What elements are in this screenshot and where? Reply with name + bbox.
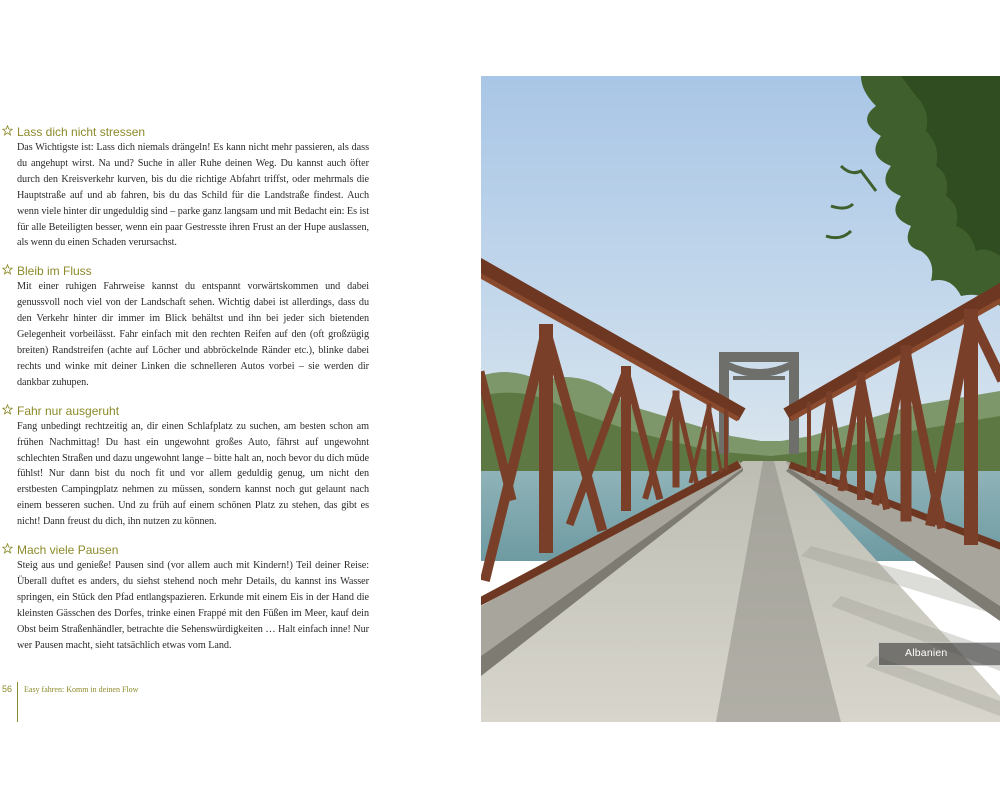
- section-heading: [17, 403, 369, 419]
- page-footer: [0, 682, 200, 722]
- section-heading-text: Mach viele Pausen: [17, 543, 119, 558]
- section-paragraph: Mit einer ruhigen Fahrweise kannst du entspannt vorwärtskommen und dabei genussvoll noch viel von der Landschaft sehen. Wichtig dabei ist allerdings, dass du den Verkehr hinter dir immer im Blick behältst und ihn bei jeder sich bietenden Gelegenheit vorbeilässt. Fahr einfach mit den rechten Reifen auf den (oft großzügig breiten) Randstreifen (achte auf Löcher und abbröckelnde Ränder etc.), blinke dabei rechts und winke mit deiner Linken die schnelleren Autos vorbei – sie werden dir dankbar zuhupen.: [17, 281, 369, 388]
- bridge-illustration: [481, 76, 1000, 722]
- running-title: Easy fahren: Komm in deinen Flow: [24, 685, 139, 694]
- section-paragraph: Fang unbedingt rechtzeitig an, dir einen Schlafplatz zu suchen, am besten schon am frühen Nachmittag! Du hast ein ungewohnt großes Auto, fährst auf ungewohnt schlechten Straßen und dazu ungewohnt lange – bitte halt an, noch bevor du dich müde fühlst! Nur dann bist du noch fit und vor allem geduldig genug, um nicht den erstbesten Campingplatz nehmen zu müssen, sondern kannst noch gut gelaunt nach einem besseren suchen. Und zu früh auf einem schönen Platz zu stehen, das gibt es nicht! Dann freust du dich, ihn nutzen zu können.: [17, 420, 369, 528]
- photo-caption: [878, 642, 1000, 666]
- section-lass-dich-nicht-stressen: [17, 124, 369, 251]
- star-icon: [2, 264, 13, 275]
- star-icon: [2, 125, 13, 136]
- section-fahr-nur-ausgeruht: [17, 403, 369, 530]
- section-paragraph: Steig aus und genieße! Pausen sind (vor allem auch mit Kindern!) Teil deiner Reise: Überall duftet es anders, du siehst stehend noch mehr Details, du kannst ins Wasser springen, ein Stück den Pfad entlangspazieren. Erkunde mit einem Eis in der Hand die kleinsten Gässchen des Dorfes, trinke einen Frappé mit den Füßen im Meer, kauf dein Obst beim Straßenhändler, betrachte die Sehenswürdigkeiten … Halt einfach inne! Nur wer Pausen macht, sieht tatsächlich etwas vom Land.: [17, 560, 369, 651]
- section-heading: [17, 263, 369, 279]
- star-icon: [2, 543, 13, 554]
- section-bleib-im-fluss: [17, 263, 369, 390]
- page-number: 56: [2, 684, 13, 694]
- footer-divider: [17, 682, 18, 722]
- bridge-photo: [481, 76, 1000, 722]
- section-paragraph: Das Wichtigste ist: Lass dich niemals drängeln! Es kann nicht mehr passieren, als dass du angehupt wirst. Na und? Suche in aller Ruhe deinen Weg. Du kannst auch öfter durch den Kreisverkehr kurven, bis du die richtige Abfahrt triffst, oder mehrmals die Hauptstraße auf und ab fahren, bis du das Schild für die Landstraße findest. Auch wenn viele hinter dir ungeduldig sind – parke ganz langsam und mit Bedacht ein: Es ist für alle Beteiligten besser, wenn ein paar Gestresste ihren Frust an der Hupe auslassen, als wenn du einen Schaden verursachst.: [17, 142, 369, 249]
- section-heading: [17, 542, 369, 558]
- section-mach-viele-pausen: [17, 542, 369, 653]
- section-heading-text: Fahr nur ausgeruht: [17, 403, 120, 418]
- section-heading-text: Lass dich nicht stressen: [17, 125, 146, 139]
- star-icon: [2, 404, 13, 415]
- photo-caption-text: Albanien: [905, 647, 948, 659]
- text-column: [17, 124, 369, 665]
- section-heading: [17, 124, 369, 140]
- section-heading-text: Bleib im Fluss: [17, 264, 92, 279]
